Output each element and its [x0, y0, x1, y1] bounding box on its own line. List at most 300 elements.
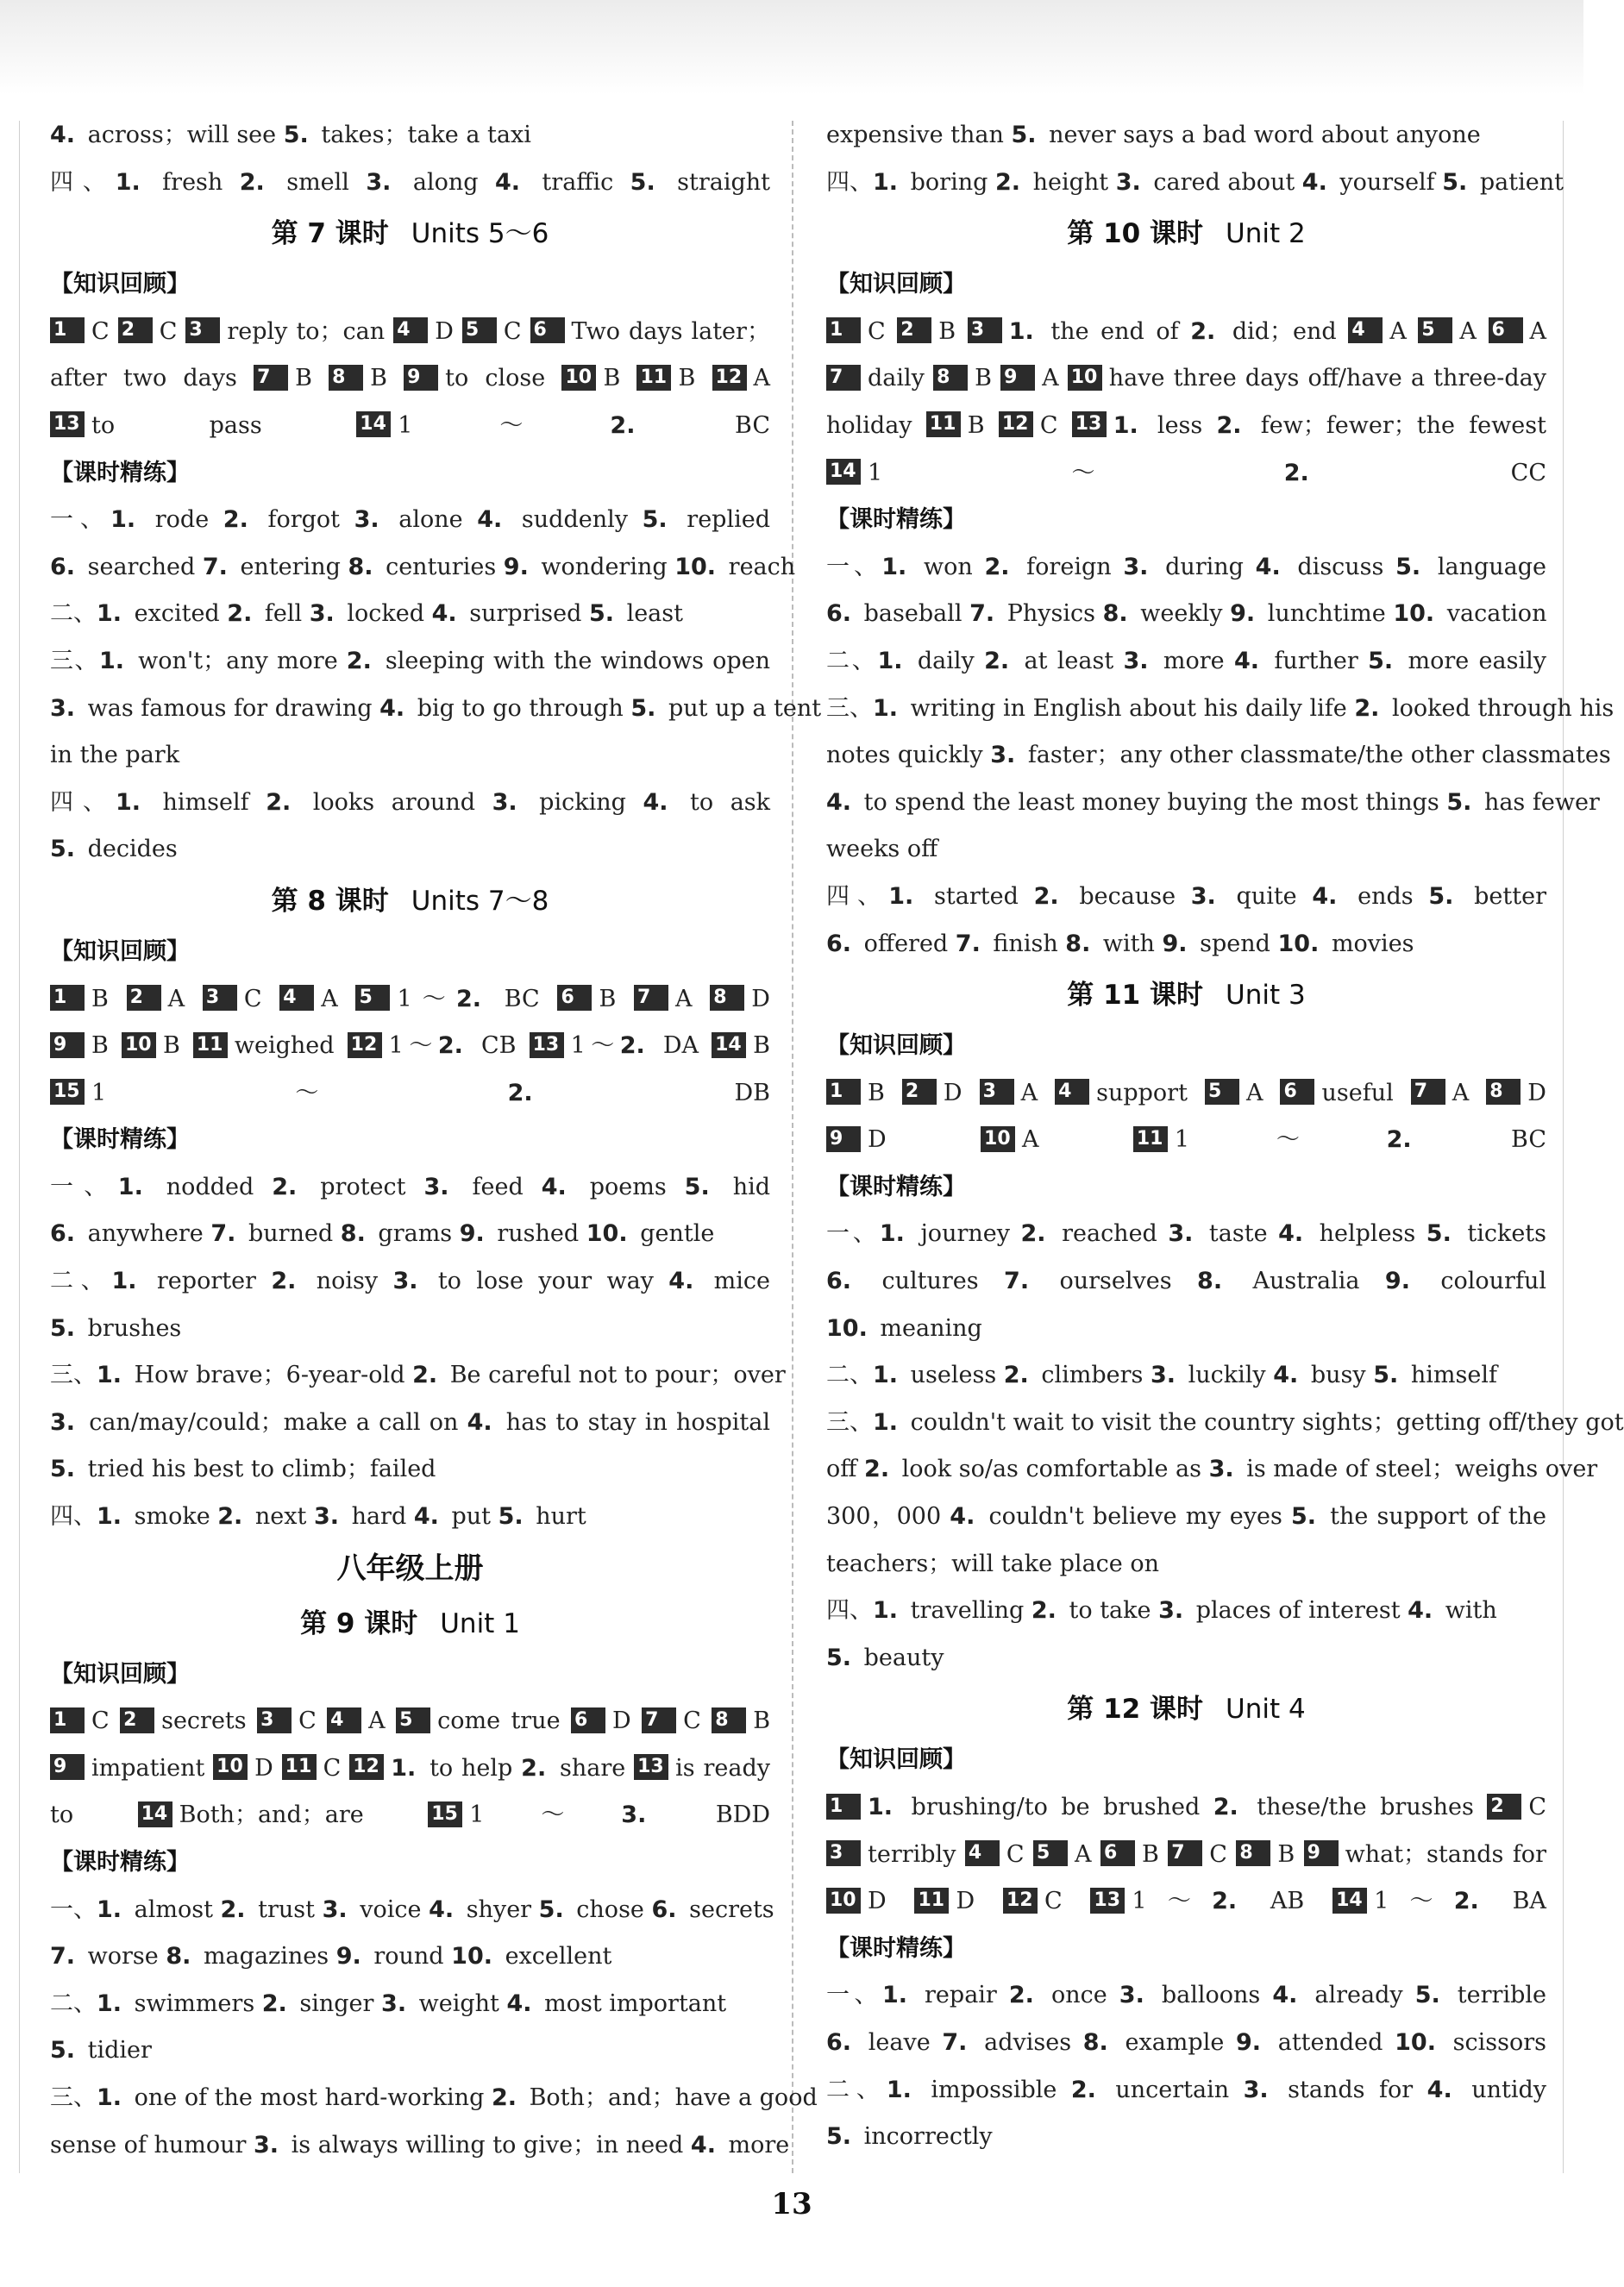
answer-line: 三、1. won't；any more 2. sleeping with the windows open: [50, 647, 770, 674]
answer-text: B: [295, 365, 312, 392]
question-number-box: 2: [127, 985, 161, 1011]
question-number: 1.: [97, 2083, 122, 2111]
question-number: 5.: [538, 1895, 564, 1923]
review-item: [926, 412, 985, 439]
answer-line: 6. baseball 7. Physics 8. weekly 9. lunchtime 10. vacation: [826, 600, 1547, 628]
lesson-12-review: [826, 1784, 1546, 1926]
answer-line: 5. decides: [50, 836, 178, 863]
review-item: [530, 318, 770, 345]
question-number: 9.: [335, 1943, 361, 1971]
question-number: 2.: [521, 1754, 547, 1782]
question-number: 2.: [227, 600, 253, 628]
review-item: [968, 318, 1337, 345]
answer-text: holiday: [826, 411, 912, 439]
question-number-box: 3: [185, 317, 220, 343]
review-label: 【知识回顾】: [50, 1660, 190, 1688]
question-number: 3.: [254, 2131, 279, 2159]
review-item: [914, 1888, 975, 1914]
question-number: 2.: [455, 985, 481, 1012]
review-item: [1486, 1080, 1546, 1106]
question-number: 6.: [50, 1220, 76, 1248]
question-number-box: 2: [1487, 1794, 1521, 1820]
question-number: 1.: [873, 1408, 899, 1436]
answer-text: C: [1006, 1840, 1025, 1868]
question-number-box: 1: [826, 1079, 861, 1105]
answer-line: 二、1. excited 2. fell 3. locked 4. surprised 5. least: [50, 600, 683, 628]
answer-line: 一、1. repair 2. once 3. balloons 4. already 5. terrible: [826, 1982, 1546, 2009]
answer-line: 三、1. writing in English about his daily life 2. looked through his: [826, 694, 1615, 722]
answer-text: B: [370, 365, 387, 392]
question-number-box: 7: [254, 365, 288, 391]
review-item: [1348, 318, 1407, 345]
question-number-box: 2: [118, 317, 153, 343]
question-number: 1.: [115, 788, 141, 816]
question-number: 10.: [826, 1314, 868, 1342]
answer-text: A: [753, 365, 771, 392]
answer-text: 1～2. CC: [868, 459, 1546, 486]
question-number: 3.: [1208, 1456, 1234, 1483]
review-item: [1418, 318, 1477, 345]
question-number: 5.: [630, 694, 656, 722]
lesson-8-review: [50, 976, 770, 1118]
answer-text: B: [1141, 1840, 1159, 1868]
question-number-box: 8: [710, 985, 744, 1011]
question-number: 6.: [826, 600, 852, 628]
question-number: 2.: [223, 506, 248, 534]
question-number: 3.: [1168, 1220, 1194, 1248]
answer-text: A: [1459, 317, 1477, 345]
review-item: [327, 1707, 386, 1734]
review-line: [826, 1832, 1546, 1879]
review-line: [826, 309, 1546, 356]
answer-line: 6. cultures 7. ourselves 8. Australia 9. colourful: [826, 1268, 1546, 1295]
question-number: 3.: [423, 1173, 449, 1200]
question-number: 3.: [1151, 1362, 1176, 1389]
question-number: 1.: [879, 1220, 905, 1248]
lesson-9-review: [50, 1698, 770, 1839]
practice-label: 【课时精练】: [826, 1173, 966, 1200]
answer-text: support: [1096, 1079, 1188, 1106]
question-number: 4.: [429, 1895, 455, 1923]
lesson-12-practice: [826, 1972, 1546, 2160]
lesson-unit: Unit 4: [1226, 1694, 1306, 1726]
question-number: 1.: [881, 1982, 907, 2009]
answer-text: C: [1039, 411, 1058, 439]
question-number-box: 5: [1205, 1079, 1239, 1105]
answer-text: B: [868, 1079, 885, 1106]
review-item: [1205, 1080, 1263, 1106]
answer-text: C: [91, 1707, 110, 1735]
review-item: [712, 1707, 770, 1734]
lesson-9-heading: [50, 1596, 770, 1651]
question-number: 4.: [1272, 1982, 1298, 2009]
question-number: 1.: [873, 694, 899, 722]
answer-text: 1～2. BC: [397, 985, 540, 1012]
question-number: 4.: [494, 168, 520, 196]
answer-text: is ready: [675, 1754, 770, 1782]
question-number-box: 3: [826, 1840, 861, 1866]
review-item: [50, 986, 109, 1012]
question-number-box: 6: [571, 1707, 605, 1733]
question-number: 6.: [826, 2028, 852, 2056]
answer-text: Both；and；are: [179, 1801, 364, 1829]
lesson-unit: Unit 2: [1226, 218, 1306, 250]
answer-line: 三、1. one of the most hard-working 2. Both；and；have a good: [50, 2083, 818, 2111]
lesson-10-review: [826, 309, 1546, 497]
review-item: [1090, 1888, 1304, 1914]
answer-text: A: [1245, 1079, 1263, 1106]
review-line: [826, 1117, 1546, 1164]
question-number-box: 12: [1003, 1888, 1038, 1914]
question-number-box: 13: [530, 1032, 564, 1058]
lesson-unit: Unit 3: [1226, 980, 1306, 1012]
review-line: [826, 1878, 1546, 1926]
question-number: 3.: [1123, 647, 1149, 674]
question-number: 9.: [459, 1220, 485, 1248]
answer-text: B: [967, 411, 985, 439]
review-item: [50, 1755, 204, 1782]
answer-text: C: [298, 1707, 317, 1735]
answer-text: B: [603, 365, 621, 392]
answer-line: 6. offered 7. finish 8. with 9. spend 10. movies: [826, 930, 1414, 957]
question-number: 3.: [309, 600, 335, 628]
review-item: [404, 365, 545, 392]
review-item: [118, 318, 178, 345]
review-item: [712, 1032, 770, 1059]
answer-text: A: [675, 985, 693, 1012]
question-number: 10.: [586, 1220, 628, 1248]
answer-text: A: [368, 1707, 386, 1735]
answer-text: C: [323, 1754, 342, 1782]
review-item: [642, 1707, 701, 1734]
question-number-box: 3: [968, 317, 1002, 343]
question-number-box: 13: [634, 1754, 668, 1780]
answer-text: what；stands for: [1345, 1840, 1546, 1868]
question-number: 6.: [50, 553, 76, 580]
review-item: [282, 1755, 342, 1782]
review-item: [1055, 1080, 1188, 1106]
answer-line: 3. was famous for drawing 4. big to go through 5. put up a tent: [50, 694, 822, 722]
question-number: 4.: [379, 694, 405, 722]
lesson-11-review: [826, 1070, 1546, 1164]
question-number: 4.: [1426, 2076, 1452, 2103]
question-number: 4.: [413, 1503, 439, 1531]
lesson-title: 第 7 课时: [271, 218, 389, 250]
answer-text: 1～3. BDD: [469, 1801, 770, 1829]
question-number: 4.: [950, 1503, 975, 1531]
answer-text: 1. to help 2. share: [391, 1754, 626, 1782]
question-number-box: 3: [980, 1079, 1014, 1105]
question-number-box: 3: [203, 985, 237, 1011]
answer-text: D: [751, 985, 770, 1012]
question-number: 2.: [984, 647, 1010, 674]
right-column: [826, 112, 1624, 2161]
question-number-box: 11: [636, 365, 671, 391]
review-item: [1003, 1888, 1063, 1914]
review-label: 【知识回顾】: [826, 271, 966, 298]
answer-text: A: [1022, 1126, 1039, 1154]
question-number: 3.: [492, 788, 517, 816]
answer-text: B: [1277, 1840, 1295, 1868]
answer-text: 1. less 2. few；fewer；the fewest: [1113, 411, 1546, 439]
question-number-box: 4: [327, 1707, 361, 1733]
answer-line: 二、1. swimmers 2. singer 3. weight 4. most important: [50, 1989, 727, 2017]
question-number-box: 8: [1486, 1079, 1521, 1105]
review-item: [561, 365, 620, 392]
question-number: 1.: [868, 1794, 894, 1820]
answer-line: 二、1. impossible 2. uncertain 3. stands for 4. untidy: [826, 2076, 1546, 2103]
question-number: 1.: [110, 506, 136, 534]
question-number: 3.: [322, 1895, 348, 1923]
question-number-box: 13: [50, 411, 85, 437]
review-item: [826, 365, 925, 392]
answer-text: A: [167, 985, 185, 1012]
lesson-unit: Units 5～6: [411, 218, 549, 250]
answer-text: D: [1527, 1079, 1546, 1106]
answer-text: C: [1528, 1794, 1546, 1820]
question-number: 8.: [1082, 2028, 1108, 2056]
review-line: [826, 1784, 1546, 1832]
review-item: [712, 365, 771, 392]
question-number: 5.: [642, 506, 668, 534]
question-number: 6.: [651, 1895, 677, 1923]
question-number: 9.: [503, 553, 529, 580]
review-label: 【知识回顾】: [826, 1032, 966, 1060]
review-line: [50, 309, 770, 356]
question-number: 7.: [202, 553, 228, 580]
answer-text: after two days: [50, 365, 237, 392]
question-number-box: 1: [50, 317, 85, 343]
answer-text: terribly: [868, 1840, 956, 1868]
question-number-box: 6: [530, 317, 565, 343]
review-item: [826, 460, 1546, 486]
review-item: [355, 986, 539, 1012]
question-number-box: 5: [462, 317, 497, 343]
question-number-box: 11: [926, 411, 961, 437]
question-number: 8.: [348, 553, 373, 580]
review-item: [530, 1032, 699, 1059]
answer-text: C: [159, 317, 178, 345]
review-item: [193, 1032, 335, 1059]
answer-text: C: [1209, 1840, 1227, 1868]
answer-line: 四、1. fresh 2. smell 3. along 4. traffic 5. straight: [50, 168, 771, 196]
answer-text: C: [868, 317, 886, 345]
question-number: 10.: [1395, 2028, 1436, 2056]
review-item: [356, 412, 770, 439]
review-label: 【知识回顾】: [826, 1746, 966, 1774]
answer-text: B: [599, 985, 617, 1012]
review-item: [120, 1707, 247, 1734]
lesson-7-practice: [50, 497, 822, 874]
review-label: 【知识回顾】: [50, 937, 190, 965]
question-number: 7.: [210, 1220, 236, 1248]
question-number: 5.: [50, 1456, 76, 1483]
question-number: 4.: [1255, 553, 1281, 580]
question-number: 2.: [217, 1503, 243, 1531]
question-number: 9.: [1384, 1268, 1410, 1295]
question-number: 4.: [50, 122, 76, 148]
answer-text: A: [1075, 1840, 1092, 1868]
lesson-7-review: [50, 309, 770, 450]
question-number: 2.: [619, 1032, 645, 1060]
question-number: 1.: [1113, 411, 1138, 439]
question-number: 4.: [690, 2131, 716, 2159]
question-number: 1.: [888, 882, 914, 910]
review-item: [1489, 318, 1547, 345]
question-number: 3.: [1115, 168, 1141, 196]
review-item: [1072, 412, 1546, 439]
question-number: 8.: [1197, 1268, 1223, 1295]
answer-text: 1～2. BA: [1374, 1888, 1546, 1915]
question-number: 1.: [877, 647, 903, 674]
question-number: 7.: [50, 1943, 76, 1971]
review-item: [933, 365, 992, 392]
review-item: [634, 1755, 770, 1782]
question-number-box: 7: [1411, 1079, 1445, 1105]
review-item: [1133, 1126, 1546, 1153]
answer-text: reply to；can: [227, 317, 386, 345]
question-number: 2.: [1020, 1220, 1046, 1248]
answer-text: weighed: [234, 1032, 335, 1060]
review-item: [1332, 1888, 1546, 1914]
review-item: [254, 365, 312, 392]
question-number-box: 9: [50, 1754, 85, 1780]
question-number: 10.: [451, 1943, 492, 1971]
review-item: [50, 1032, 109, 1059]
answer-line: 6. leave 7. advises 8. example 9. attended 10. scissors: [826, 2028, 1547, 2056]
answer-text: to pass: [91, 411, 262, 439]
question-number-box: 10: [561, 365, 596, 391]
question-number-box: 6: [1100, 1840, 1135, 1866]
answer-line: 四、1. himself 2. looks around 3. picking 4. to ask: [50, 788, 771, 816]
question-number-box: 7: [634, 985, 668, 1011]
column-divider: [792, 121, 793, 2173]
review-item: [826, 1841, 956, 1868]
question-number-box: 4: [965, 1840, 1000, 1866]
question-number: 5.: [50, 2037, 76, 2065]
review-item: [571, 1707, 631, 1734]
right-edge-line: [1563, 121, 1564, 2173]
lesson-9-practice: [50, 1887, 818, 2170]
review-item: [826, 1080, 885, 1106]
answer-text: A: [1529, 317, 1546, 345]
question-number-box: 14: [826, 459, 861, 485]
question-number: 7.: [969, 600, 995, 628]
question-number: 2.: [239, 168, 265, 196]
review-item: [1100, 1841, 1159, 1868]
review-item: [257, 1707, 317, 1734]
left-edge-line: [19, 121, 20, 2173]
question-number: 4.: [668, 1268, 694, 1295]
review-item: [50, 1801, 73, 1828]
question-number: 4.: [1312, 882, 1338, 910]
answer-line: 4. across；will see 5. takes；take a taxi: [50, 122, 531, 148]
review-item: [826, 1794, 1474, 1820]
review-item: [999, 412, 1058, 439]
review-item: [50, 1707, 110, 1734]
review-item: [897, 318, 956, 345]
grade-title: 八年级上册: [336, 1551, 484, 1586]
question-number: 1.: [97, 1895, 122, 1923]
question-number: 1.: [97, 600, 122, 628]
answer-text: 1～2. BC: [1174, 1126, 1546, 1154]
question-number-box: 6: [557, 985, 592, 1011]
answer-text: to: [50, 1801, 74, 1829]
question-number-box: 14: [356, 411, 391, 437]
review-item: [329, 365, 387, 392]
answer-text: C: [503, 317, 522, 345]
question-number: 1.: [873, 1362, 899, 1389]
answer-text: Two days later；: [571, 317, 770, 345]
answer-text: 1～2. AB: [1132, 1888, 1305, 1915]
question-number: 6.: [826, 1268, 852, 1295]
question-number: 3.: [621, 1801, 647, 1829]
question-number-box: 6: [1280, 1079, 1314, 1105]
question-number-box: 13: [1072, 411, 1107, 437]
question-number-box: 2: [902, 1079, 937, 1105]
answer-text: useful: [1321, 1079, 1394, 1106]
answer-line: 四、1. travelling 2. to take 3. places of interest 4. with: [826, 1597, 1497, 1625]
question-number-box: 10: [826, 1888, 861, 1914]
question-number: 2.: [412, 1362, 438, 1389]
question-number: 1.: [111, 1268, 137, 1295]
question-number-box: 9: [404, 365, 438, 391]
review-item: [213, 1755, 273, 1782]
review-item: [50, 1080, 770, 1106]
question-number-box: 7: [826, 365, 861, 391]
question-number: 3.: [313, 1503, 339, 1531]
question-number-box: 5: [396, 1707, 430, 1733]
question-number: 4.: [643, 788, 668, 816]
answer-line: teachers；will take place on: [826, 1550, 1159, 1577]
question-number: 2.: [1213, 1794, 1238, 1820]
review-item: [127, 986, 185, 1012]
question-number: 4.: [431, 600, 457, 628]
question-number: 2.: [346, 647, 372, 674]
question-number: 1.: [1008, 317, 1034, 345]
lesson-title: 第 9 课时: [300, 1607, 418, 1639]
review-line: [826, 1070, 1546, 1118]
page-top-shade: [0, 0, 1583, 95]
question-number-box: 8: [1236, 1840, 1270, 1866]
answer-text: impatient: [91, 1754, 205, 1782]
answer-line: 300，000 4. couldn't believe my eyes 5. the support of the: [826, 1503, 1546, 1531]
answer-text: B: [162, 1032, 180, 1060]
review-line: [50, 403, 770, 450]
question-number-box: 12: [712, 365, 747, 391]
question-number: 4.: [1233, 647, 1260, 674]
question-number-box: 14: [1332, 1888, 1367, 1914]
question-number-box: 11: [282, 1754, 317, 1780]
question-number-box: 1: [826, 1794, 861, 1820]
answer-line: 二、1. daily 2. at least 3. more 4. further 5. more easily: [826, 647, 1546, 674]
lesson-12-heading: [826, 1682, 1546, 1737]
review-item: [1168, 1841, 1227, 1868]
answer-line: 一、1. won 2. foreign 3. during 4. discuss 5. language: [826, 553, 1546, 580]
question-number: 9.: [1230, 600, 1256, 628]
question-number: 2.: [507, 1079, 533, 1106]
answer-text: D: [868, 1126, 887, 1154]
lesson-7-heading: [50, 206, 770, 261]
question-number-box: 13: [1090, 1888, 1125, 1914]
question-number-box: 2: [120, 1707, 154, 1733]
review-item: [50, 318, 110, 345]
question-number: 2.: [1003, 1362, 1029, 1389]
answer-text: B: [91, 1032, 109, 1060]
answer-text: 1～2. CB: [388, 1032, 517, 1060]
question-number-box: 4: [393, 317, 428, 343]
answer-text: D: [435, 317, 454, 345]
